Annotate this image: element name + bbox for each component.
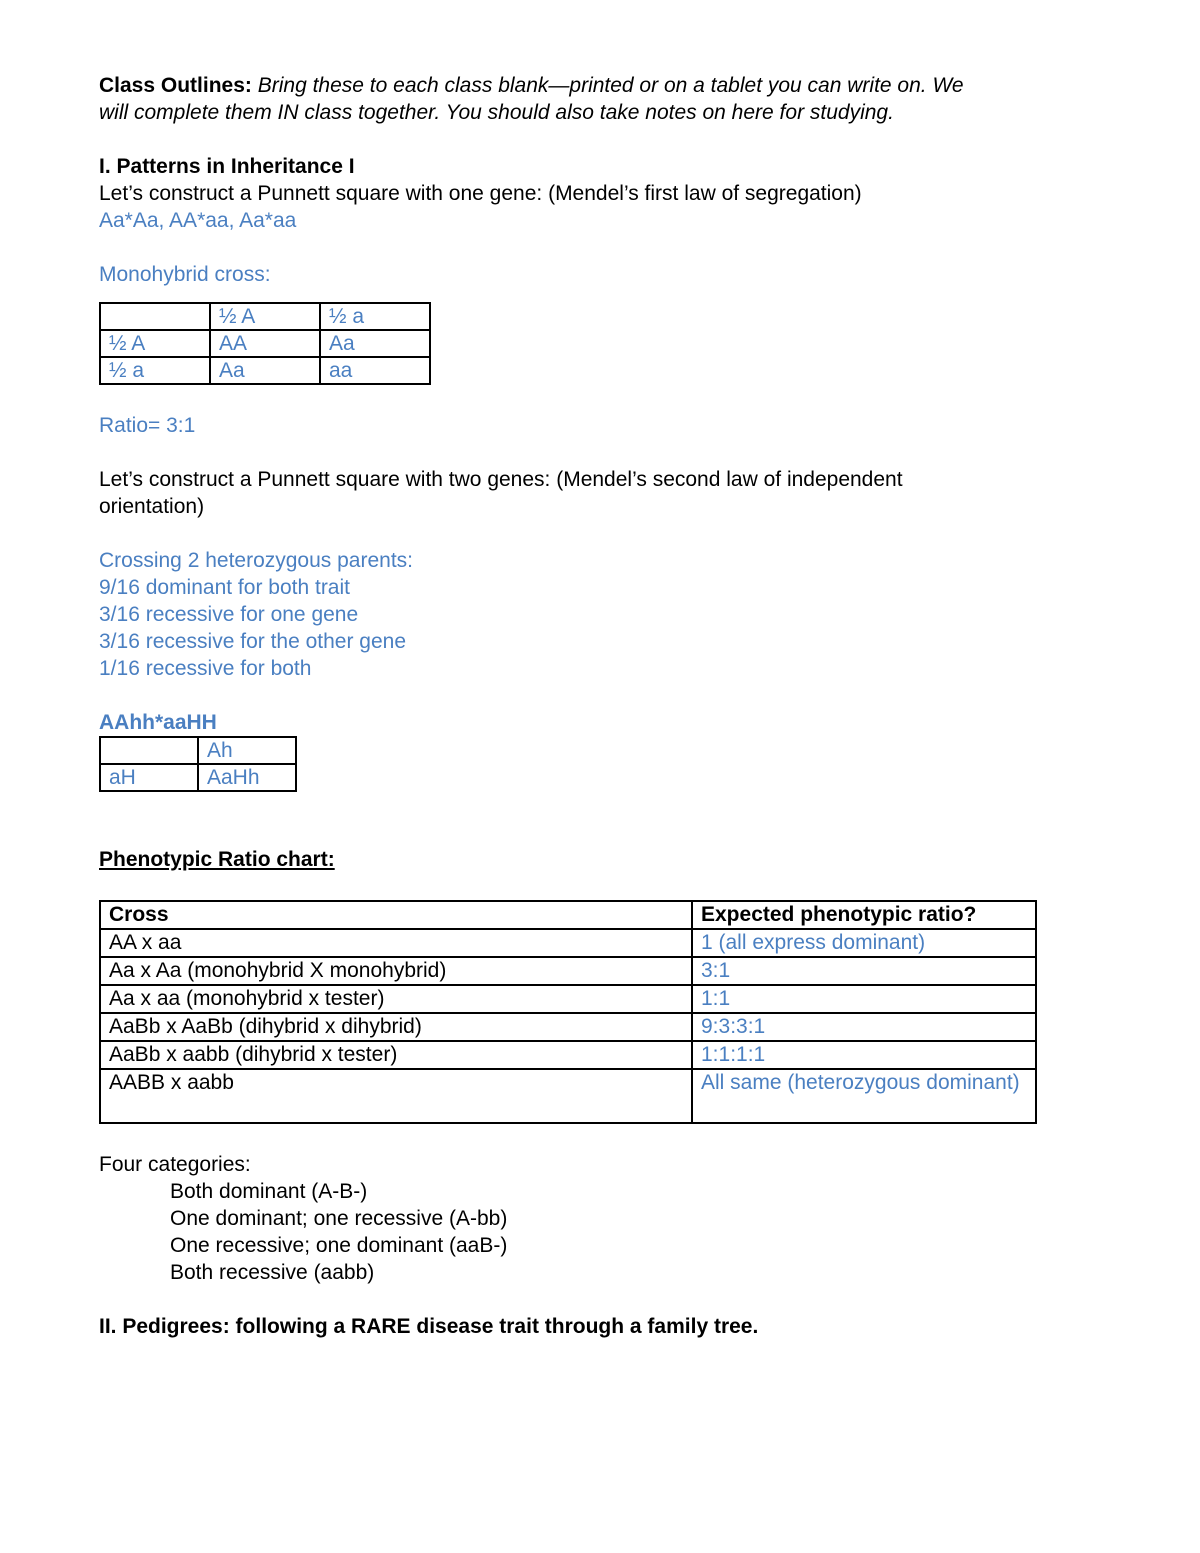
table-cell: Aa x Aa (monohybrid X monohybrid)	[100, 957, 692, 985]
table-cell: Aa	[210, 357, 320, 384]
list-item: One dominant; one recessive (A-bb)	[170, 1207, 508, 1230]
dihybrid-punnett-table	[99, 736, 297, 792]
table-cell: 1:1	[692, 985, 1036, 1013]
table-cell: ½ A	[100, 330, 210, 357]
list-item: 1/16 recessive for both	[99, 657, 312, 680]
list-item: Both recessive (aabb)	[170, 1261, 375, 1284]
table-header-cell: Cross	[100, 901, 692, 929]
table-row	[100, 985, 1036, 1013]
table-row	[100, 764, 296, 791]
monohybrid-punnett-table	[99, 302, 431, 385]
intro-line-2: will complete them IN class together. You should also take notes on here for studying.	[99, 101, 894, 124]
ratio-text: Ratio= 3:1	[99, 414, 196, 437]
table-cell: ½ A	[210, 303, 320, 330]
table-cell: ½ a	[100, 357, 210, 384]
table-cell: AA	[210, 330, 320, 357]
punnett-two-genes-line-2: orientation)	[99, 495, 205, 518]
table-row	[100, 1069, 1036, 1123]
phenotypic-heading: Phenotypic Ratio chart:	[99, 848, 335, 871]
table-cell: AaBb x AaBb (dihybrid x dihybrid)	[100, 1013, 692, 1041]
list-item: 3/16 recessive for one gene	[99, 603, 359, 626]
table-row	[100, 929, 1036, 957]
table-cell: aH	[100, 764, 198, 791]
section2-heading: II. Pedigrees: following a RARE disease trait through a family tree.	[99, 1315, 759, 1338]
table-cell: 1 (all express dominant)	[692, 929, 1036, 957]
table-row	[100, 957, 1036, 985]
table-cell: 1:1:1:1	[692, 1041, 1036, 1069]
document-page	[99, 72, 1099, 1340]
intro-line-1	[99, 72, 1099, 99]
monohybrid-label: Monohybrid cross:	[99, 263, 271, 286]
section1-heading: I. Patterns in Inheritance I	[99, 155, 355, 178]
table-cell: AaBb x aabb (dihybrid x tester)	[100, 1041, 692, 1069]
list-item: Both dominant (A-B-)	[170, 1180, 368, 1203]
punnett-one-gene-text: Let’s construct a Punnett square with one gene: (Mendel’s first law of segregation)	[99, 182, 862, 205]
punnett-two-genes-line-1: Let’s construct a Punnett square with two genes: (Mendel’s second law of independent	[99, 468, 903, 491]
table-cell: Aa	[320, 330, 430, 357]
list-item: Crossing 2 heterozygous parents:	[99, 549, 414, 572]
intro-label: Class Outlines:	[99, 74, 252, 97]
table-cell: 3:1	[692, 957, 1036, 985]
list-item: 3/16 recessive for the other gene	[99, 630, 407, 653]
table-row	[100, 1041, 1036, 1069]
table-cell: ½ a	[320, 303, 430, 330]
table-cell: AA x aa	[100, 929, 692, 957]
aahh-heading: AAhh*aaHH	[99, 711, 217, 734]
intro-text-1: Bring these to each class blank—printed or on a tablet you can write on. We	[251, 74, 964, 97]
table-cell: All same (heterozygous dominant)	[692, 1069, 1036, 1123]
table-header-cell: Expected phenotypic ratio?	[692, 901, 1036, 929]
table-cell: Aa x aa (monohybrid x tester)	[100, 985, 692, 1013]
table-row	[100, 330, 430, 357]
table-cell: AaHh	[198, 764, 296, 791]
table-cell	[100, 303, 210, 330]
table-cell: 9:3:3:1	[692, 1013, 1036, 1041]
table-cell	[100, 737, 198, 764]
list-item: 9/16 dominant for both trait	[99, 576, 350, 599]
table-row	[100, 1013, 1036, 1041]
table-cell: aa	[320, 357, 430, 384]
table-row	[100, 303, 430, 330]
categories-label: Four categories:	[99, 1153, 251, 1176]
table-cell: AABB x aabb	[100, 1069, 692, 1123]
table-row	[100, 901, 1036, 929]
table-cell: Ah	[198, 737, 296, 764]
table-row	[100, 357, 430, 384]
table-row	[100, 737, 296, 764]
crosses-text: Aa*Aa, AA*aa, Aa*aa	[99, 209, 297, 232]
list-item: One recessive; one dominant (aaB-)	[170, 1234, 508, 1257]
phenotypic-ratio-table	[99, 900, 1037, 1124]
